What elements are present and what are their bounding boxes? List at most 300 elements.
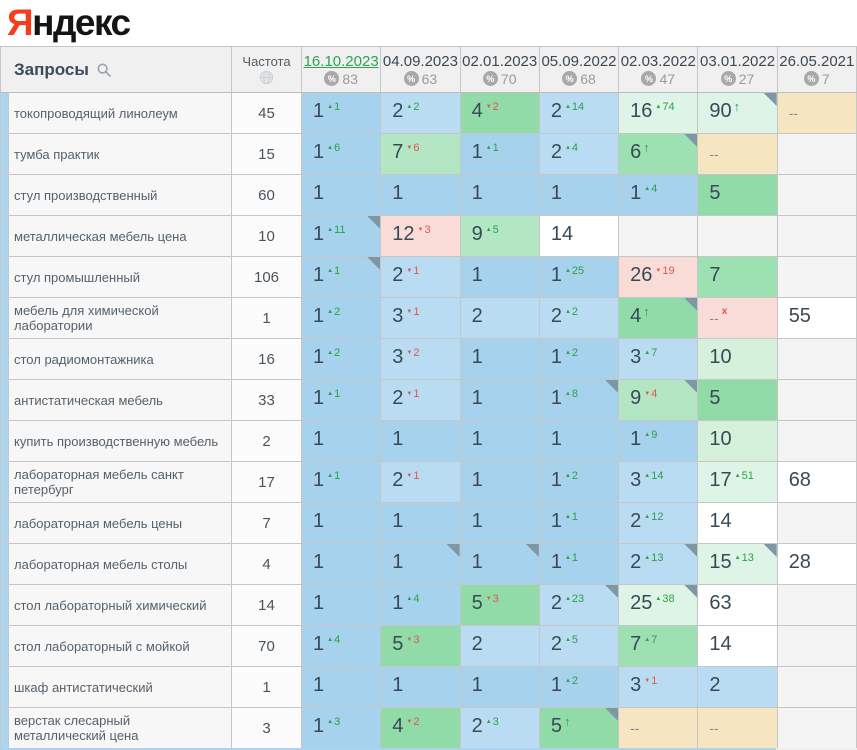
rank-cell[interactable] (540, 421, 619, 462)
position-change: ▲2 (327, 347, 341, 359)
visibility-number: 70 (500, 70, 517, 87)
position-value: 1 (550, 264, 562, 286)
position-value: 1 (313, 141, 325, 163)
note-corner-marker (367, 257, 380, 270)
rank-cell[interactable] (302, 134, 381, 175)
rank-cell[interactable] (698, 462, 777, 503)
query-label: стол лабораторный с мойкой (14, 638, 190, 654)
rank-cell[interactable] (540, 667, 619, 708)
query-cell[interactable] (9, 421, 232, 462)
position-change: ▼1 (406, 388, 420, 400)
rank-cell[interactable] (461, 134, 540, 175)
position-value: 2 (550, 633, 562, 655)
rank-cell[interactable] (540, 257, 619, 298)
position-change: ▼1 (406, 265, 420, 277)
position-change: ▲1 (327, 470, 341, 482)
rank-cell[interactable] (698, 298, 777, 339)
date-column-header[interactable] (540, 47, 619, 92)
position-value: 1 (392, 592, 404, 614)
change-up-icon: ▲ (644, 473, 651, 479)
rank-cell-empty (778, 421, 857, 462)
position-change: ▲7 (644, 634, 658, 646)
query-cell[interactable] (9, 298, 232, 339)
row-left-strip (1, 216, 9, 257)
position-value: 15 (709, 551, 732, 573)
dropped-out-icon: x (721, 306, 728, 317)
rank-cell[interactable] (302, 93, 381, 134)
position-value: 16 (630, 100, 653, 122)
rank-cell[interactable] (381, 298, 460, 339)
position-value: 3 (392, 305, 404, 327)
table-row (0, 544, 857, 585)
position-value: 1 (550, 182, 562, 204)
position-value: 1 (313, 510, 325, 532)
rank-cell[interactable] (619, 339, 698, 380)
rank-cell[interactable] (619, 421, 698, 462)
position-value: 2 (550, 305, 562, 327)
rank-cell[interactable] (381, 708, 460, 749)
rank-cell[interactable] (619, 585, 698, 626)
rank-cell-empty (778, 585, 857, 626)
query-cell[interactable] (9, 175, 232, 216)
rank-cell[interactable] (619, 298, 698, 339)
yandex-logo-rest: ндекс (32, 2, 130, 43)
position-value: 3 (630, 346, 642, 368)
rank-cell[interactable] (698, 585, 777, 626)
date-header-label[interactable]: 26.05.2021 (779, 52, 855, 70)
position-change: ▼4 (644, 388, 658, 400)
rank-cell[interactable] (619, 257, 698, 298)
note-corner-marker (526, 544, 539, 557)
rank-cell[interactable] (381, 339, 460, 380)
queries-column-header (1, 47, 232, 92)
rank-cell[interactable] (461, 257, 540, 298)
query-cell[interactable] (9, 585, 232, 626)
position-value: 2 (471, 633, 483, 655)
rank-cell[interactable] (381, 93, 460, 134)
search-icon[interactable] (97, 63, 111, 77)
rank-cell[interactable] (381, 380, 460, 421)
query-cell[interactable] (9, 257, 232, 298)
position-change: ▲4 (406, 593, 420, 605)
rank-cell[interactable] (619, 503, 698, 544)
rank-cell[interactable] (619, 626, 698, 667)
row-left-strip (1, 544, 9, 585)
position-change: ▲2 (564, 470, 579, 482)
change-down-icon: ▼ (644, 678, 651, 684)
rank-cell[interactable] (302, 503, 381, 544)
rank-cell[interactable] (381, 421, 460, 462)
frequency-cell (232, 708, 302, 749)
position-change: ▲2 (564, 675, 579, 687)
query-label: стул производственный (14, 187, 158, 203)
query-cell[interactable] (9, 708, 232, 749)
rank-cell[interactable] (698, 339, 777, 380)
change-up-icon: ▲ (327, 309, 334, 315)
position-value: 7 (709, 264, 721, 286)
table-row (0, 216, 857, 257)
position-value: 5 (709, 182, 721, 204)
position-change: ▲2 (564, 347, 579, 359)
date-column-header[interactable] (461, 47, 540, 92)
rank-cell[interactable] (302, 462, 381, 503)
row-left-strip (1, 667, 9, 708)
change-up-icon: ▲ (406, 596, 413, 602)
rank-cell[interactable] (302, 257, 381, 298)
rank-cell[interactable] (778, 93, 857, 134)
rank-cell[interactable] (540, 339, 619, 380)
entered-top-icon: ↑ (643, 304, 650, 319)
query-label: стол лабораторный химический (14, 597, 207, 613)
position-value: 1 (471, 346, 483, 368)
position-change: ▲5 (485, 224, 499, 236)
query-label: токопроводящий линолеум (14, 105, 178, 121)
query-cell[interactable] (9, 380, 232, 421)
change-down-icon: ▼ (417, 227, 424, 233)
rank-cell[interactable] (540, 626, 619, 667)
rank-cell[interactable] (302, 544, 381, 585)
frequency-cell (232, 134, 302, 175)
rank-cell[interactable] (302, 667, 381, 708)
row-left-strip (1, 626, 9, 667)
position-change: ▼19 (655, 265, 675, 277)
rank-cell[interactable] (461, 462, 540, 503)
date-header-label[interactable]: 16.10.2023 (303, 52, 379, 70)
position-change: ▲1 (564, 552, 579, 564)
position-change: ▼1 (644, 675, 658, 687)
rank-cell[interactable] (381, 257, 460, 298)
rank-cell[interactable] (381, 503, 460, 544)
rank-cell[interactable] (461, 708, 540, 749)
table-row (0, 298, 857, 339)
date-header-label[interactable]: 04.09.2023 (382, 52, 458, 70)
position-value: 2 (392, 469, 404, 491)
position-change: ▼3 (406, 634, 420, 646)
change-up-icon: ▲ (644, 432, 651, 438)
position-value: 1 (550, 674, 562, 696)
position-value: 63 (709, 592, 732, 614)
visibility-number: 68 (580, 70, 596, 87)
visibility-number: 83 (342, 70, 358, 87)
position-value: 5 (550, 715, 562, 737)
date-column-header[interactable] (698, 47, 777, 92)
change-up-icon: ▲ (564, 473, 571, 479)
change-up-icon: ▲ (327, 637, 334, 643)
rank-cell[interactable] (698, 626, 777, 667)
frequency-cell (232, 462, 302, 503)
position-value: 90 (709, 100, 732, 122)
change-up-icon: ▲ (644, 350, 651, 356)
rank-cell[interactable] (619, 708, 698, 749)
frequency-cell (232, 298, 302, 339)
position-change: ▲3 (485, 716, 499, 728)
position-value: -- (709, 146, 719, 162)
rank-cell[interactable] (461, 585, 540, 626)
query-cell[interactable] (9, 216, 232, 257)
rank-cell[interactable] (461, 503, 540, 544)
position-value: 4 (630, 305, 642, 327)
position-value: 2 (709, 674, 721, 696)
rank-cell[interactable] (461, 626, 540, 667)
rank-cell[interactable] (698, 175, 777, 216)
rank-cell[interactable] (698, 257, 777, 298)
position-value: 1 (392, 182, 404, 204)
rank-cell[interactable] (302, 339, 381, 380)
rank-cell[interactable] (698, 93, 777, 134)
rank-cell[interactable] (302, 585, 381, 626)
rank-cell[interactable] (381, 134, 460, 175)
position-value: 1 (630, 182, 642, 204)
rank-cell[interactable] (698, 708, 777, 749)
rank-cell[interactable] (302, 175, 381, 216)
rank-cell[interactable] (619, 93, 698, 134)
frequency-value: 1 (262, 309, 271, 327)
date-header-label[interactable]: 03.01.2022 (700, 52, 776, 70)
date-column-header[interactable] (381, 47, 460, 92)
frequency-cell (232, 667, 302, 708)
position-value: 1 (313, 264, 325, 286)
note-corner-marker (764, 93, 777, 106)
position-value: 1 (550, 387, 562, 409)
query-cell[interactable] (9, 93, 232, 134)
rank-cell[interactable] (381, 626, 460, 667)
note-corner-marker (764, 544, 777, 557)
position-value: 2 (392, 264, 404, 286)
query-cell[interactable] (9, 626, 232, 667)
yandex-logo-letter: Я (7, 2, 33, 43)
date-header-label[interactable]: 02.03.2022 (620, 52, 696, 70)
rank-cell[interactable] (461, 667, 540, 708)
position-change: ▼3 (417, 224, 431, 236)
rank-cell[interactable] (381, 175, 460, 216)
position-value: 1 (313, 592, 325, 614)
rank-cell[interactable] (302, 626, 381, 667)
rank-cell[interactable] (619, 380, 698, 421)
position-value: 1 (313, 223, 325, 245)
change-up-icon: ▲ (564, 104, 571, 110)
rank-cell[interactable] (698, 134, 777, 175)
change-up-icon: ▲ (644, 186, 651, 192)
rank-cell[interactable] (461, 380, 540, 421)
percent-icon: % (721, 71, 736, 86)
query-label: мебель для химической лаборатории (14, 303, 159, 333)
rank-cell[interactable] (461, 93, 540, 134)
rank-cell[interactable] (461, 339, 540, 380)
change-up-icon: ▲ (564, 637, 571, 643)
date-header-label[interactable]: 02.01.2023 (462, 52, 538, 70)
date-header-label[interactable]: 05.09.2022 (541, 52, 617, 70)
rank-cell[interactable] (381, 462, 460, 503)
rank-cell[interactable] (540, 175, 619, 216)
change-up-icon: ▲ (564, 555, 571, 561)
rank-cell-empty (778, 667, 857, 708)
position-value: 1 (313, 715, 325, 737)
row-left-strip (1, 462, 9, 503)
rank-cell[interactable] (698, 421, 777, 462)
position-value: 1 (313, 182, 325, 204)
frequency-value: 106 (253, 268, 280, 286)
row-left-strip (1, 708, 9, 749)
percent-icon: % (804, 71, 819, 86)
position-change: ▲4 (644, 183, 658, 195)
rank-cell[interactable] (698, 503, 777, 544)
date-column-header[interactable] (619, 47, 698, 92)
date-column-header[interactable] (302, 47, 381, 92)
frequency-value: 33 (258, 391, 275, 409)
change-up-icon: ▲ (327, 104, 334, 110)
query-cell[interactable] (9, 462, 232, 503)
position-change: ▲9 (644, 429, 658, 441)
change-down-icon: ▼ (406, 350, 413, 356)
change-up-icon: ▲ (485, 719, 492, 725)
frequency-value: 70 (258, 637, 275, 655)
position-change: ▲2 (406, 101, 420, 113)
position-value: 5 (471, 592, 483, 614)
note-corner-marker (367, 216, 380, 229)
rank-cell[interactable] (302, 216, 381, 257)
rank-cell[interactable] (540, 462, 619, 503)
rank-cell[interactable] (461, 544, 540, 585)
note-corner-marker (605, 708, 618, 721)
position-change: ▲12 (644, 511, 664, 523)
position-change: ▲1 (485, 142, 499, 154)
rank-cell-empty (619, 216, 698, 257)
frequency-cell (232, 380, 302, 421)
table-row (0, 708, 857, 749)
position-value: 1 (471, 551, 483, 573)
change-down-icon: ▼ (406, 473, 413, 479)
rank-cell[interactable] (540, 708, 619, 749)
rank-cell[interactable] (698, 544, 777, 585)
position-value: 3 (630, 469, 642, 491)
rank-cell-empty (778, 503, 857, 544)
position-value: -- (630, 720, 640, 736)
rank-cell[interactable] (540, 134, 619, 175)
change-up-icon: ▲ (564, 268, 571, 274)
rank-cell[interactable] (540, 93, 619, 134)
frequency-value: 2 (262, 432, 271, 450)
rank-cell[interactable] (381, 585, 460, 626)
row-left-strip (1, 585, 9, 626)
position-value: 2 (550, 100, 562, 122)
rank-cell-empty (778, 708, 857, 749)
query-label: металлическая мебель цена (14, 228, 187, 244)
query-cell[interactable] (9, 339, 232, 380)
rank-cell[interactable] (302, 380, 381, 421)
rank-cell[interactable] (698, 380, 777, 421)
position-value: -- (709, 720, 719, 736)
rank-cell[interactable] (540, 216, 619, 257)
rank-cell[interactable] (302, 708, 381, 749)
rank-cell[interactable] (302, 421, 381, 462)
top-bar (0, 0, 857, 46)
position-change: ▼2 (406, 716, 420, 728)
query-label: купить производственную мебель (14, 433, 219, 449)
rank-cell[interactable] (461, 421, 540, 462)
rank-cell[interactable] (540, 503, 619, 544)
position-change: ▲1 (327, 101, 341, 113)
change-up-icon: ▲ (734, 473, 741, 479)
rank-cell[interactable] (619, 544, 698, 585)
change-up-icon: ▲ (564, 350, 571, 356)
query-label: лабораторная мебель санкт петербург (14, 467, 184, 497)
position-value: 1 (471, 264, 483, 286)
frequency-cell (232, 216, 302, 257)
row-left-strip (1, 298, 9, 339)
change-up-icon: ▲ (734, 555, 741, 561)
query-cell[interactable] (9, 667, 232, 708)
position-value: 5 (392, 633, 404, 655)
percent-icon: % (404, 71, 419, 86)
rank-cell[interactable] (619, 667, 698, 708)
rank-cell[interactable] (381, 667, 460, 708)
rank-cell[interactable] (540, 544, 619, 585)
note-corner-marker (684, 585, 697, 598)
change-up-icon: ▲ (644, 637, 651, 643)
date-headers (302, 47, 857, 92)
position-change: ▲23 (564, 593, 585, 605)
table-row (0, 339, 857, 380)
position-value: 1 (550, 551, 562, 573)
row-left-strip (1, 93, 9, 134)
rank-cell[interactable] (461, 298, 540, 339)
query-cell[interactable] (9, 503, 232, 544)
position-value: 3 (392, 346, 404, 368)
rank-cell[interactable] (619, 175, 698, 216)
rank-cell[interactable] (461, 216, 540, 257)
rank-cell[interactable] (778, 462, 857, 503)
table-header-row (0, 47, 857, 93)
rank-cell[interactable] (540, 298, 619, 339)
frequency-value: 14 (258, 596, 275, 614)
rank-cell[interactable] (619, 462, 698, 503)
position-value: 1 (392, 510, 404, 532)
note-corner-marker (605, 380, 618, 393)
rank-cell[interactable] (619, 134, 698, 175)
visibility-value (483, 71, 517, 87)
rank-cell[interactable] (540, 380, 619, 421)
rank-cell[interactable] (381, 216, 460, 257)
position-value: 2 (392, 100, 404, 122)
position-value: 4 (471, 100, 483, 122)
rank-cell[interactable] (540, 585, 619, 626)
position-value: 2 (471, 305, 483, 327)
change-up-icon: ▲ (564, 678, 571, 684)
frequency-cell (232, 421, 302, 462)
visibility-number: 27 (738, 70, 755, 87)
rank-cell[interactable] (698, 667, 777, 708)
percent-icon: % (483, 71, 498, 86)
row-left-strip (1, 380, 9, 421)
frequency-cell (232, 585, 302, 626)
query-cell[interactable] (9, 134, 232, 175)
rank-cell[interactable] (778, 544, 857, 585)
rank-cell[interactable] (461, 175, 540, 216)
row-left-strip (1, 134, 9, 175)
query-cell[interactable] (9, 544, 232, 585)
table-body (0, 93, 857, 749)
position-value: 1 (313, 674, 325, 696)
change-up-icon: ▲ (564, 391, 571, 397)
rank-cell[interactable] (302, 298, 381, 339)
date-column-header[interactable] (778, 47, 857, 92)
table-row (0, 175, 857, 216)
frequency-value: 10 (258, 227, 275, 245)
rank-cell[interactable] (381, 544, 460, 585)
position-value: 1 (471, 469, 483, 491)
rank-cell[interactable] (778, 298, 857, 339)
visibility-number: 63 (421, 70, 438, 87)
